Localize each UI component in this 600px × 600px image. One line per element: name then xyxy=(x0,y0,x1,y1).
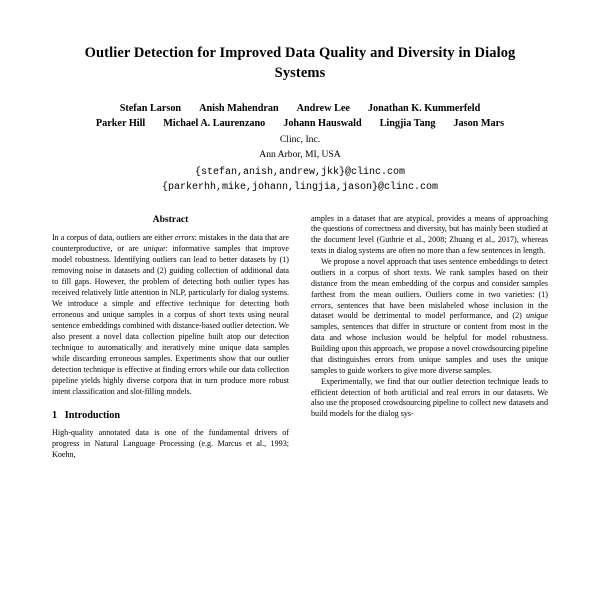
right-column xyxy=(311,214,548,461)
author-row-1 xyxy=(52,101,548,116)
right-paragraph-3: Experimentally, we find that our outlier detection technique leads to efficient detection of both artificial and real errors in our datasets. We also use the proposed crowdsourcing pipeline to collect new datasets and build models for the dialog sys- xyxy=(311,376,548,419)
author: Michael A. Laurenzano xyxy=(163,118,266,130)
author: Stefan Larson xyxy=(119,103,182,115)
abstract-body xyxy=(52,233,289,397)
email-line-2: {parkerhh,mike,johann,lingjia,jason}@clinc.com xyxy=(161,182,439,194)
author: Andrew Lee xyxy=(296,103,350,115)
abstract-heading: Abstract xyxy=(152,213,189,225)
author: Parker Hill xyxy=(95,118,146,130)
author-list xyxy=(52,101,548,132)
author: Johann Hauswald xyxy=(283,118,362,130)
page-title: Outlier Detection for Improved Data Quality and Diversity in Dialog Systems xyxy=(84,45,516,81)
section1-heading xyxy=(52,409,289,423)
author-row-2 xyxy=(52,116,548,131)
section1-paragraph: High-quality annotated data is one of the fundamental drivers of progress in Natural Language Processing (e.g. Marcus et al., 1993; Koehn, xyxy=(52,428,289,459)
affiliation: Clinc, Inc. xyxy=(279,133,321,145)
right-paragraph-1: amples in a dataset that are atypical, provides a means of approaching the questions of correctness and diversity, but has mainly been studied at the document level (Guthrie et al., 2008; Zhuang et al., 2017), whereas texts in dialog systems are often no more than a few sentences in length. xyxy=(311,213,548,256)
email-line-1: {stefan,anish,andrew,jkk}@clinc.com xyxy=(194,166,406,178)
author: Lingjia Tang xyxy=(379,118,436,130)
abstract-paragraph: In a corpus of data, outliers are either errors: mistakes in the data that are counterproductive, or are unique: informative samples that improve model robustness. Identifying outliers can lead to better datasets by (1) removing noise in datasets and (2) guiding collection of additional data to fill gaps. However, the problem of detecting both outlier types has received relatively little attention in NLP, particularly for dialog systems. We introduce a simple and effective technique for detecting both erroneous and unique samples in a corpus of short texts using neural sentence embeddings combined with distance-based outlier detection. We also present a novel data collection pipeline built atop our detection technique to automatically and iteratively mine unique data samples while discarding erroneous samples. Experiments show that our outlier detection technique is effective at finding errors while our data collection pipeline yields highly diverse corpora that in turn produce more robust intent classification and slot-filling models. xyxy=(52,233,289,396)
body-columns xyxy=(52,214,548,461)
author: Jason Mars xyxy=(453,118,505,130)
location: Ann Arbor, MI, USA xyxy=(259,148,341,160)
section1-title: Introduction xyxy=(64,410,121,422)
right-paragraph-2: We propose a novel approach that uses sentence embeddings to detect outliers in a corpus of short texts. We rank samples based on their distance from the mean embedding of the corpus and consider samples farthest from the mean outliers. Outliers come in two varieties: (1) errors, sentences that have been mislabeled whose inclusion in the dataset would be detrimental to model performance, and (2) unique samples, sentences that differ in structure or content from most in the data and whose inclusion would be helpful for model robustness. Building upon this approach, we propose a novel crowdsourcing pipeline that distinguishes errors from unique samples and uses the unique samples to guide workers to give more diverse samples. xyxy=(311,257,548,375)
author: Jonathan K. Kummerfeld xyxy=(367,103,481,115)
section1-number: 1 xyxy=(52,410,58,422)
left-column xyxy=(52,214,289,461)
author: Anish Mahendran xyxy=(199,103,279,115)
email-block xyxy=(52,165,548,196)
